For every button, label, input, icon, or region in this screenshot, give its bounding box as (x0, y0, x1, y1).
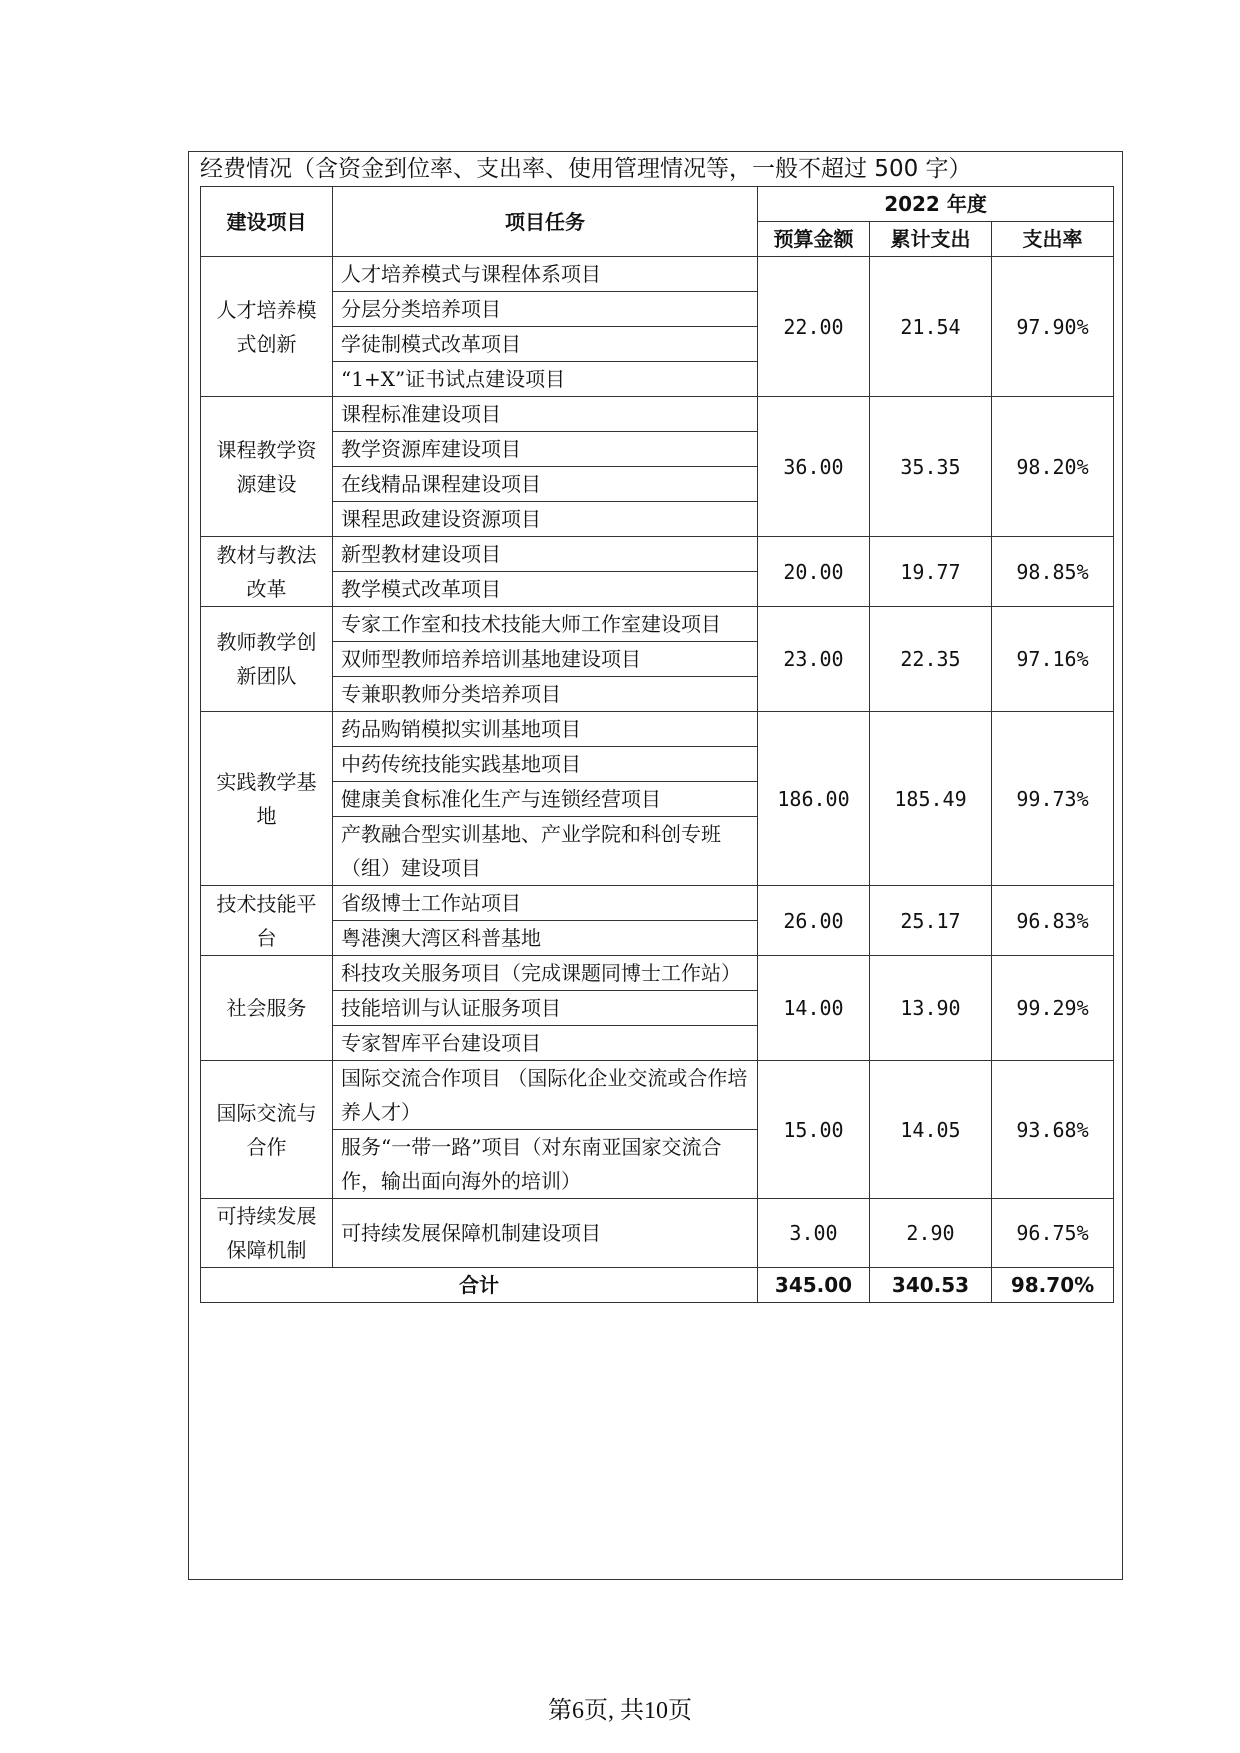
total-budget: 345.00 (758, 1268, 870, 1303)
task-cell: 学徒制模式改革项目 (333, 327, 758, 362)
task-cell: 新型教材建设项目 (333, 537, 758, 572)
project-name-cell: 人才培养模式创新 (201, 257, 333, 397)
spent-cell: 21.54 (870, 257, 992, 397)
table-row (201, 1061, 1114, 1130)
task-cell: “1+X”证书试点建设项目 (333, 362, 758, 397)
task-cell: 粤港澳大湾区科普基地 (333, 921, 758, 956)
task-cell: 产教融合型实训基地、产业学院和科创专班（组）建设项目 (333, 817, 758, 886)
task-cell: 药品购销模拟实训基地项目 (333, 712, 758, 747)
budget-cell: 15.00 (758, 1061, 870, 1199)
task-cell: 课程思政建设资源项目 (333, 502, 758, 537)
budget-table (200, 186, 1114, 1303)
task-cell: 专家智库平台建设项目 (333, 1026, 758, 1061)
rate-cell: 97.16% (992, 607, 1114, 712)
table-row (201, 956, 1114, 991)
spent-cell: 14.05 (870, 1061, 992, 1199)
budget-cell: 22.00 (758, 257, 870, 397)
table-row (201, 1199, 1114, 1268)
budget-cell: 26.00 (758, 886, 870, 956)
spent-cell: 22.35 (870, 607, 992, 712)
spent-cell: 2.90 (870, 1199, 992, 1268)
table-row (201, 397, 1114, 432)
table-row (201, 712, 1114, 747)
rate-cell: 96.83% (992, 886, 1114, 956)
project-name-cell: 课程教学资源建设 (201, 397, 333, 537)
col-header-project: 建设项目 (201, 187, 333, 257)
budget-cell: 36.00 (758, 397, 870, 537)
budget-cell: 14.00 (758, 956, 870, 1061)
project-name-cell: 实践教学基地 (201, 712, 333, 886)
section-heading: 经费情况（含资金到位率、支出率、使用管理情况等，一般不超过 500 字） (200, 156, 972, 182)
project-name-cell: 教师教学创新团队 (201, 607, 333, 712)
project-name-cell: 国际交流与合作 (201, 1061, 333, 1199)
rate-cell: 99.29% (992, 956, 1114, 1061)
task-cell: 省级博士工作站项目 (333, 886, 758, 921)
total-spent: 340.53 (870, 1268, 992, 1303)
task-cell: 健康美食标准化生产与连锁经营项目 (333, 782, 758, 817)
spent-cell: 185.49 (870, 712, 992, 886)
task-cell: 中药传统技能实践基地项目 (333, 747, 758, 782)
project-name-cell: 可持续发展保障机制 (201, 1199, 333, 1268)
project-name-cell: 技术技能平台 (201, 886, 333, 956)
rate-cell: 99.73% (992, 712, 1114, 886)
table-row (201, 607, 1114, 642)
task-cell: 教学资源库建设项目 (333, 432, 758, 467)
task-cell: 可持续发展保障机制建设项目 (333, 1199, 758, 1268)
task-cell: 专兼职教师分类培养项目 (333, 677, 758, 712)
budget-cell: 23.00 (758, 607, 870, 712)
rate-cell: 97.90% (992, 257, 1114, 397)
task-cell: 国际交流合作项目 （国际化企业交流或合作培养人才） (333, 1061, 758, 1130)
budget-cell: 186.00 (758, 712, 870, 886)
col-header-budget: 预算金额 (758, 222, 870, 257)
task-cell: 科技攻关服务项目（完成课题同博士工作站） (333, 956, 758, 991)
task-cell: 在线精品课程建设项目 (333, 467, 758, 502)
budget-cell: 20.00 (758, 537, 870, 607)
task-cell: 技能培训与认证服务项目 (333, 991, 758, 1026)
col-header-year: 2022 年度 (758, 187, 1114, 222)
spent-cell: 25.17 (870, 886, 992, 956)
spent-cell: 35.35 (870, 397, 992, 537)
total-rate: 98.70% (992, 1268, 1114, 1303)
header-row (201, 187, 1114, 222)
task-cell: 课程标准建设项目 (333, 397, 758, 432)
rate-cell: 98.20% (992, 397, 1114, 537)
task-cell: 教学模式改革项目 (333, 572, 758, 607)
rate-cell: 96.75% (992, 1199, 1114, 1268)
task-cell: 人才培养模式与课程体系项目 (333, 257, 758, 292)
col-header-task: 项目任务 (333, 187, 758, 257)
rate-cell: 98.85% (992, 537, 1114, 607)
table-row (201, 886, 1114, 921)
col-header-rate: 支出率 (992, 222, 1114, 257)
task-cell: 服务“一带一路”项目（对东南亚国家交流合作，输出面向海外的培训） (333, 1130, 758, 1199)
total-label: 合计 (201, 1268, 758, 1303)
table-row (201, 537, 1114, 572)
budget-cell: 3.00 (758, 1199, 870, 1268)
table-row (201, 257, 1114, 292)
spent-cell: 13.90 (870, 956, 992, 1061)
rate-cell: 93.68% (992, 1061, 1114, 1199)
col-header-spent: 累计支出 (870, 222, 992, 257)
project-name-cell: 教材与教法改革 (201, 537, 333, 607)
task-cell: 双师型教师培养培训基地建设项目 (333, 642, 758, 677)
page-footer: 第6页, 共10页 (548, 1698, 692, 1724)
task-cell: 分层分类培养项目 (333, 292, 758, 327)
total-row (201, 1268, 1114, 1303)
task-cell: 专家工作室和技术技能大师工作室建设项目 (333, 607, 758, 642)
spent-cell: 19.77 (870, 537, 992, 607)
project-name-cell: 社会服务 (201, 956, 333, 1061)
